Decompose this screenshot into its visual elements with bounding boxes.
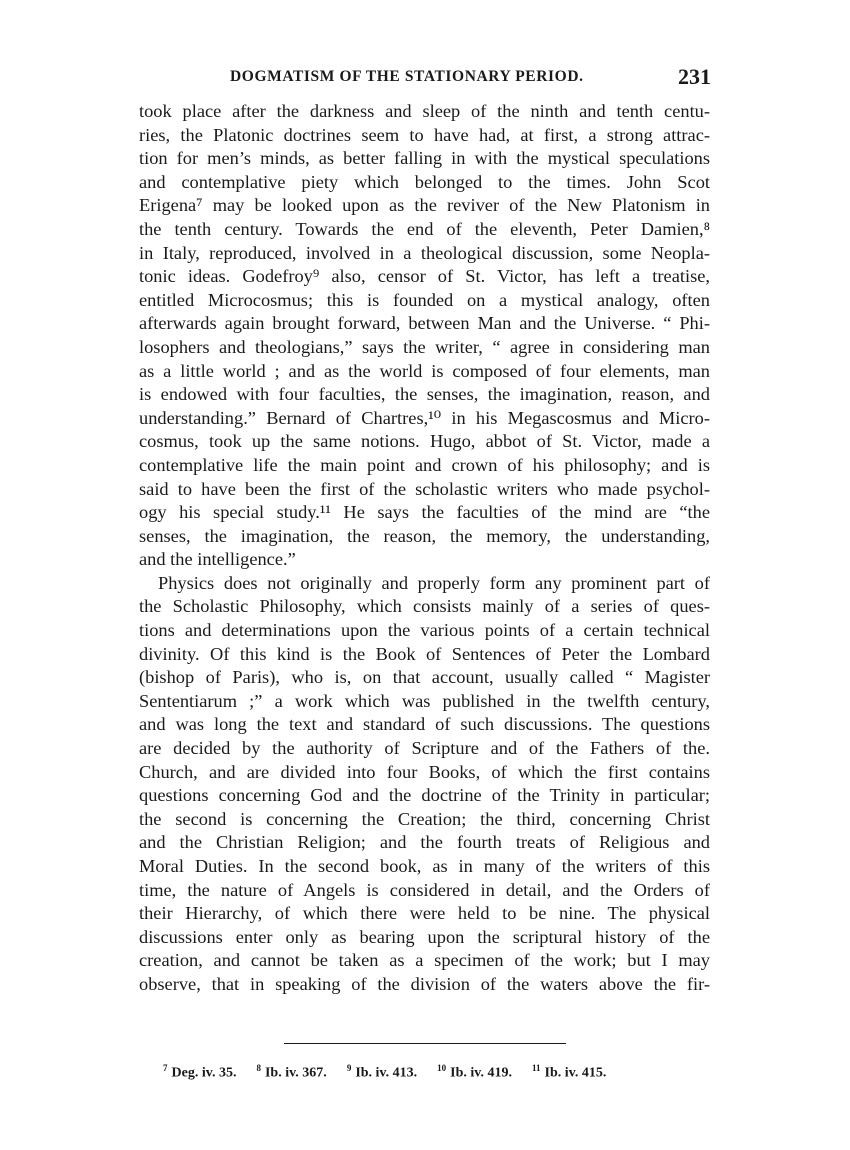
footnote-marker: 9 xyxy=(346,1063,352,1073)
footnote xyxy=(532,1063,606,1082)
text-line: Church, and are divided into four Books, of which the first contains xyxy=(139,761,710,782)
text-line: tion for men’s minds, as better falling in with the mystical speculations xyxy=(139,148,710,169)
body-text xyxy=(139,100,710,997)
text-line: creation, and cannot be taken as a specimen of the work; but I may xyxy=(139,950,710,971)
running-head: DOGMATISM OF THE STATIONARY PERIOD. xyxy=(230,68,584,85)
text-line: as a little world ; and as the world is composed of four elements, man xyxy=(139,360,710,381)
text-line: are decided by the authority of Scripture and of the Fathers of the. xyxy=(139,738,710,759)
footnote-text: Deg. iv. 35. xyxy=(171,1065,237,1081)
footnote-marker: 10 xyxy=(437,1063,447,1073)
footnote-marker: 8 xyxy=(256,1063,261,1073)
text-line: ries, the Platonic doctrines seem to have had, at first, a strong attrac- xyxy=(139,124,710,145)
text-line: took place after the darkness and sleep of the ninth and tenth centu- xyxy=(139,101,710,121)
footnote xyxy=(256,1063,326,1082)
text-line: time, the nature of Angels is considered in detail, and the Orders of xyxy=(139,879,710,900)
text-line: is endowed with four faculties, the senses, the imagination, reason, and xyxy=(139,384,710,405)
footnote-marker: 11 xyxy=(532,1063,541,1073)
text-line: ogy his special study.¹¹ He says the faculties of the mind are “the xyxy=(139,502,710,523)
text-line: Erigena⁷ may be looked upon as the reviver of the New Platonism in xyxy=(139,195,710,216)
text-line: Physics does not originally and properly form any prominent part of xyxy=(158,572,710,593)
footnote-text: Ib. iv. 419. xyxy=(450,1065,513,1081)
page-number: 231 xyxy=(678,64,711,89)
text-line: and the Christian Religion; and the fourth treats of Religious and xyxy=(139,832,710,853)
text-line: senses, the imagination, the reason, the memory, the understanding, xyxy=(139,525,710,546)
text-line: observe, that in speaking of the division of the waters above the fir- xyxy=(139,973,710,994)
text-line: in Italy, reproduced, involved in a theological discussion, some Neopla- xyxy=(139,242,710,263)
footnote xyxy=(437,1063,512,1082)
text-line: entitled Microcosmus; this is founded on a mystical analogy, often xyxy=(139,289,710,310)
text-line: understanding.” Bernard of Chartres,¹⁰ in his Megascosmus and Micro- xyxy=(139,407,710,428)
page-header xyxy=(139,64,714,94)
footnote-marker: 7 xyxy=(163,1063,168,1073)
text-line: losophers and theologians,” says the writer, “ agree in considering man xyxy=(139,336,710,357)
text-line: contemplative life the main point and crown of his philosophy; and is xyxy=(139,454,710,475)
footnote-text: Ib. iv. 413. xyxy=(355,1065,418,1081)
text-line: tions and determinations upon the various points of a certain technical xyxy=(139,620,710,641)
footnote xyxy=(163,1063,236,1082)
text-line: discussions enter only as bearing upon the scriptural history of the xyxy=(139,926,710,947)
text-line: and contemplative piety which belonged to the times. John Scot xyxy=(139,171,710,192)
text-line: the tenth century. Towards the end of the eleventh, Peter Damien,⁸ xyxy=(139,218,710,239)
footnote xyxy=(347,1063,417,1082)
text-line: the second is concerning the Creation; the third, concerning Christ xyxy=(139,808,710,829)
footnote-text: Ib. iv. 367. xyxy=(264,1065,327,1081)
text-line: Sententiarum ;” a work which was published in the twelfth century, xyxy=(139,690,710,711)
text-line: questions concerning God and the doctrine of the Trinity in particular; xyxy=(139,785,710,806)
text-line: Moral Duties. In the second book, as in many of the writers of this xyxy=(139,856,710,876)
text-line: (bishop of Paris), who is, on that account, usually called “ Magister xyxy=(139,667,710,688)
text-line: the Scholastic Philosophy, which consists mainly of a series of ques- xyxy=(139,596,710,617)
text-line: their Hierarchy, of which there were held to be nine. The physical xyxy=(139,903,710,924)
text-line: afterwards again brought forward, between Man and the Universe. “ Phi- xyxy=(139,313,710,334)
text-line: tonic ideas. Godefroy⁹ also, censor of St. Victor, has left a treatise, xyxy=(139,266,710,287)
footnotes xyxy=(163,1063,703,1082)
footnote-rule xyxy=(284,1043,566,1044)
footnote-text: Ib. iv. 415. xyxy=(544,1065,607,1081)
text-line: and was long the text and standard of such discussions. The questions xyxy=(139,714,710,735)
text-line: divinity. Of this kind is the Book of Sentences of Peter the Lombard xyxy=(139,643,710,664)
text-line: said to have been the first of the scholastic writers who made psychol- xyxy=(139,478,710,499)
text-line: cosmus, took up the same notions. Hugo, abbot of St. Victor, made a xyxy=(139,431,710,452)
text-line: and the intelligence.” xyxy=(139,549,296,570)
